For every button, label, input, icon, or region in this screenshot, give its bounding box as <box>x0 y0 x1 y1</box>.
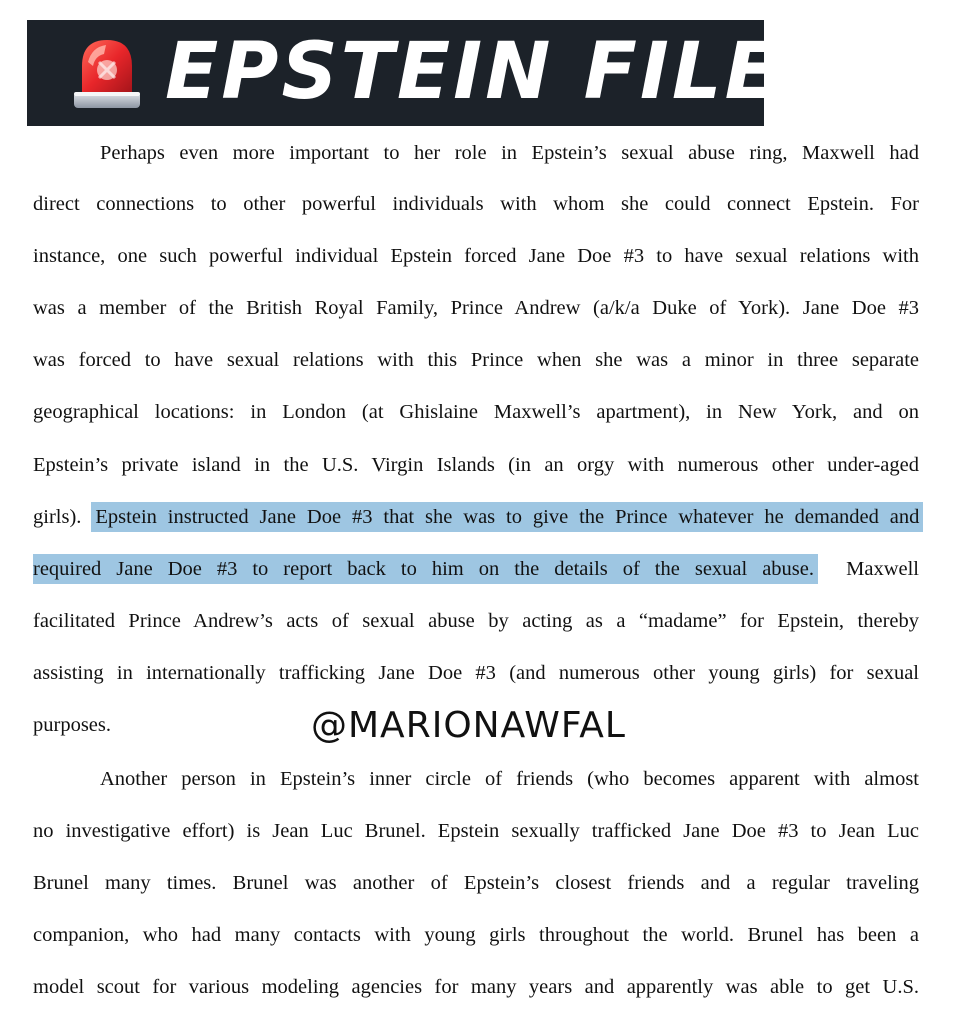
header-banner <box>27 20 841 126</box>
text-line: was a member of the British Royal Family, Prince Andrew (a/k/a Duke of York). Jane Doe #3 <box>33 297 919 319</box>
text-line: Another person in Epstein’s inner circle of friends (who becomes apparent with almost <box>100 768 919 790</box>
text-line: facilitated Prince Andrew’s acts of sexual abuse by acting as a “madame” for Epstein, thereby <box>33 610 919 632</box>
text-line: direct connections to other powerful individuals with whom she could connect Epstein. For <box>33 193 919 215</box>
text-line: was forced to have sexual relations with this Prince when she was a minor in three separate <box>33 349 919 371</box>
text-line: companion, who had many contacts with young girls throughout the world. Brunel has been a <box>33 924 919 946</box>
highlighted-text: Epstein instructed Jane Doe #3 that she was to give the Prince whatever he demanded and <box>91 502 923 532</box>
text-line: geographical locations: in London (at Ghislaine Maxwell’s apartment), in New York, and on <box>33 401 919 423</box>
text-segment: girls). <box>33 506 82 528</box>
watermark-handle: @MARIONAWFAL <box>311 705 626 746</box>
text-line: purposes. <box>33 714 112 736</box>
text-line <box>33 554 919 584</box>
text-line: Epstein’s private island in the U.S. Virgin Islands (in an orgy with numerous other under-aged <box>33 454 919 476</box>
text-line: assisting in internationally trafficking Jane Doe #3 (and numerous other young girls) for sexual <box>33 662 919 684</box>
text-line <box>33 502 923 532</box>
text-line: no investigative effort) is Jean Luc Brunel. Epstein sexually trafficked Jane Doe #3 to Jean Luc <box>33 820 919 842</box>
banner-title: EPSTEIN FILES <box>165 27 841 117</box>
highlighted-text: required Jane Doe #3 to report back to him on the details of the sexual abuse. <box>33 554 818 584</box>
text-line: instance, one such powerful individual Epstein forced Jane Doe #3 to have sexual relations with <box>33 245 919 267</box>
siren-icon <box>68 32 146 116</box>
text-line: Brunel many times. Brunel was another of Epstein’s closest friends and a regular traveling <box>33 872 919 894</box>
text-line: model scout for various modeling agencies for many years and apparently was able to get U.S. <box>33 976 919 998</box>
text-segment: Maxwell <box>846 558 919 580</box>
text-line: Perhaps even more important to her role in Epstein’s sexual abuse ring, Maxwell had <box>100 142 919 164</box>
